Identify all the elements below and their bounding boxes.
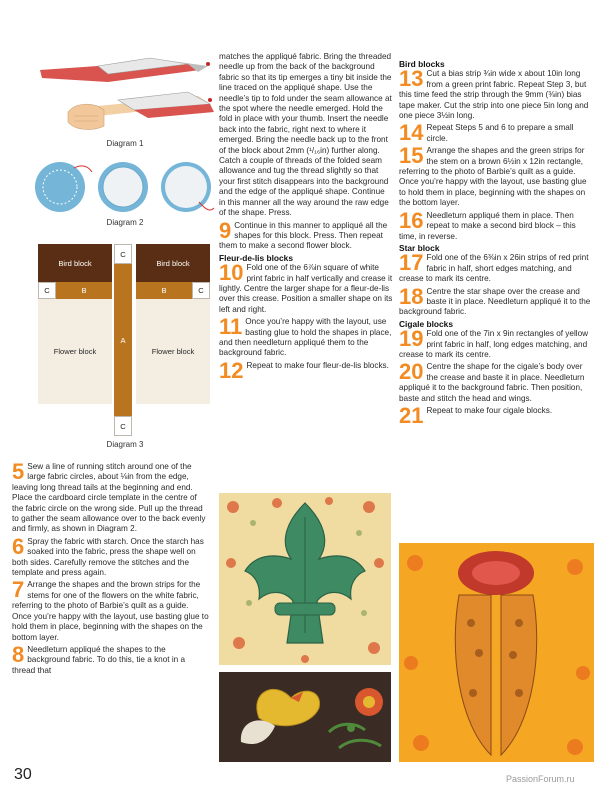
step-9: 9 Continue in this manner to appliqué all the shapes for this block. Press. Then repeat them to make a second flower block.: [219, 217, 388, 251]
step-8-continued: matches the appliqué fabric. Bring the threaded needle up from the back of the background fabric so that its tip emerges a tiny bit inside the line traced on the appliqué shape. Use the needle’s tip to fold under the seam allowance at the spot where the needle emerged. Hold the fold in place with your thumb. Insert the needle back into the fabric, right next to where it emerged. Bring the needle back up to the front of the block about 2mm (¹/₁₆in) further along. Catch a couple of threads of the folded seam allowance and tug the thread slightly so that your first stitch disappears into the background and the edge of the appliqué shape. Continue in this manner all the way around the raw edge of the shape. Press.: [219, 52, 392, 218]
bird-block-left: [38, 244, 112, 282]
b-strip-left: B: [56, 282, 112, 299]
step-16: 16 Needleturn appliqué them in place. Then repeat to make a second bird block – this time, in reverse.: [399, 207, 576, 241]
c-strip-right: C: [192, 282, 210, 299]
heading-cigale-blocks: Cigale blocks: [399, 318, 453, 329]
bias-tape-maker-illustration: [38, 52, 216, 136]
diagram-1: [38, 52, 216, 136]
step-10: 10 Fold one of the 6⅞in square of white print fabric in half vertically and crease it lightly. Centre the larger shape for a fleur-de-lis over this crease. Position a smaller shape on its left and right.: [219, 260, 393, 314]
bird-block-right: Bird block: [136, 244, 210, 282]
step-5: 5 Sew a line of running stitch around one of the large fabric circles, about ⅛in from the edge, leaving long thread tails at the beginning and end. Place the cardboard circle template in the centre of the fabric circle on the wrong side. Pull up the thread to gather the seam allowance over to the back evenly and firmly, as shown in Diagram 2.: [12, 459, 206, 534]
bird-block-left-label: Bird block: [58, 258, 92, 268]
step-15: 15 Arrange the shapes and the green strips for the stem on a brown 6½in x 12in rectangle, referring to the photo of Barbie’s quilt as a guide. Once you’re happy with the layout, use basting glue to hold them in place, beginning with the shapes on the bottom layer.: [399, 143, 587, 208]
diagram-2: [34, 158, 216, 216]
heading-fleur-de-lis: Fleur-de-lis blocks: [219, 252, 293, 263]
step-18: 18 Centre the star shape over the crease and baste it in place. Needleturn appliqué it to the background fabric.: [399, 283, 591, 317]
cigale-photo: [399, 543, 594, 762]
step-19: 19 Fold one of the 7in x 9in rectangles of yellow print fabric in half, long edges matching, and crease to mark its centre.: [399, 326, 589, 359]
step-21: 21 Repeat to make four cigale blocks.: [399, 403, 553, 428]
step-11: 11 Once you’re happy with the layout, use basting glue to hold the shapes in place, and then needleturn appliqué them to the background fabric.: [219, 314, 392, 358]
column-3-text: [399, 58, 591, 428]
column-2-text: [219, 52, 393, 383]
step-7: 7 Arrange the shapes and the brown strips for the stems for one of the flowers on the white fabric, referring to the photo of Barbie’s quilt as a guide. Once you’re happy with the layout, use basting glue to hold them in place, beginning with the shapes on the bottom layer.: [12, 577, 209, 642]
column-1-steps: [12, 459, 210, 677]
site-watermark: PassionForum.ru: [506, 774, 575, 784]
diagram-3: [38, 244, 210, 436]
flower-block-left: Flower block: [38, 299, 112, 404]
diagram-3-caption: Diagram 3: [106, 440, 144, 449]
fleur-de-lis-photo: [219, 493, 391, 665]
step-6: 6 Spray the fabric with starch. Once the starch has soaked into the fabric, press the shape well on both sides. Carefully remove the stitches and the template and press again.: [12, 533, 204, 578]
c-strip-left: C: [38, 282, 56, 299]
diagram-2-caption: Diagram 2: [106, 218, 144, 227]
step-8: 8 Needleturn appliqué the shapes to the background fabric. To do this, tie a knot in a thread that: [12, 641, 186, 675]
step-20: 20 Centre the shape for the cigale’s body over the crease and baste it in place. Needleturn appliqué it to the background fabric. Then position, baste and stitch the head and wings.: [399, 359, 585, 403]
step-17: 17 Fold one of the 6⅜in x 26in strips of red print fabric in half, short edges matching, and crease to mark its centre.: [399, 250, 589, 284]
c-strip-center-bottom: C: [114, 416, 132, 436]
step-13: 13 Cut a bias strip ¾in wide x about 10in long from a green print fabric. Repeat Step 3, but this time feed the strip through the 9mm (⅜in) bias tape maker. Cut the strip into one piece 5in long and one piece 3½in long.: [399, 66, 589, 121]
flower-block-right: Flower block: [136, 299, 210, 404]
bird-block-photo: [219, 672, 391, 762]
page-number: 30: [14, 766, 32, 783]
diagram-1-caption: Diagram 1: [106, 139, 144, 148]
b-strip-right: B: [136, 282, 192, 299]
step-14: 14 Repeat Steps 5 and 6 to prepare a small circle.: [399, 120, 574, 146]
a-strip-center: A: [114, 264, 132, 416]
step-12: 12 Repeat to make four fleur-de-lis blocks.: [219, 357, 389, 383]
heading-bird-blocks: Bird blocks: [399, 59, 445, 69]
heading-star-block: Star block: [399, 242, 440, 253]
fabric-circle-illustration: [34, 158, 216, 216]
c-strip-center-top: C: [114, 244, 132, 264]
